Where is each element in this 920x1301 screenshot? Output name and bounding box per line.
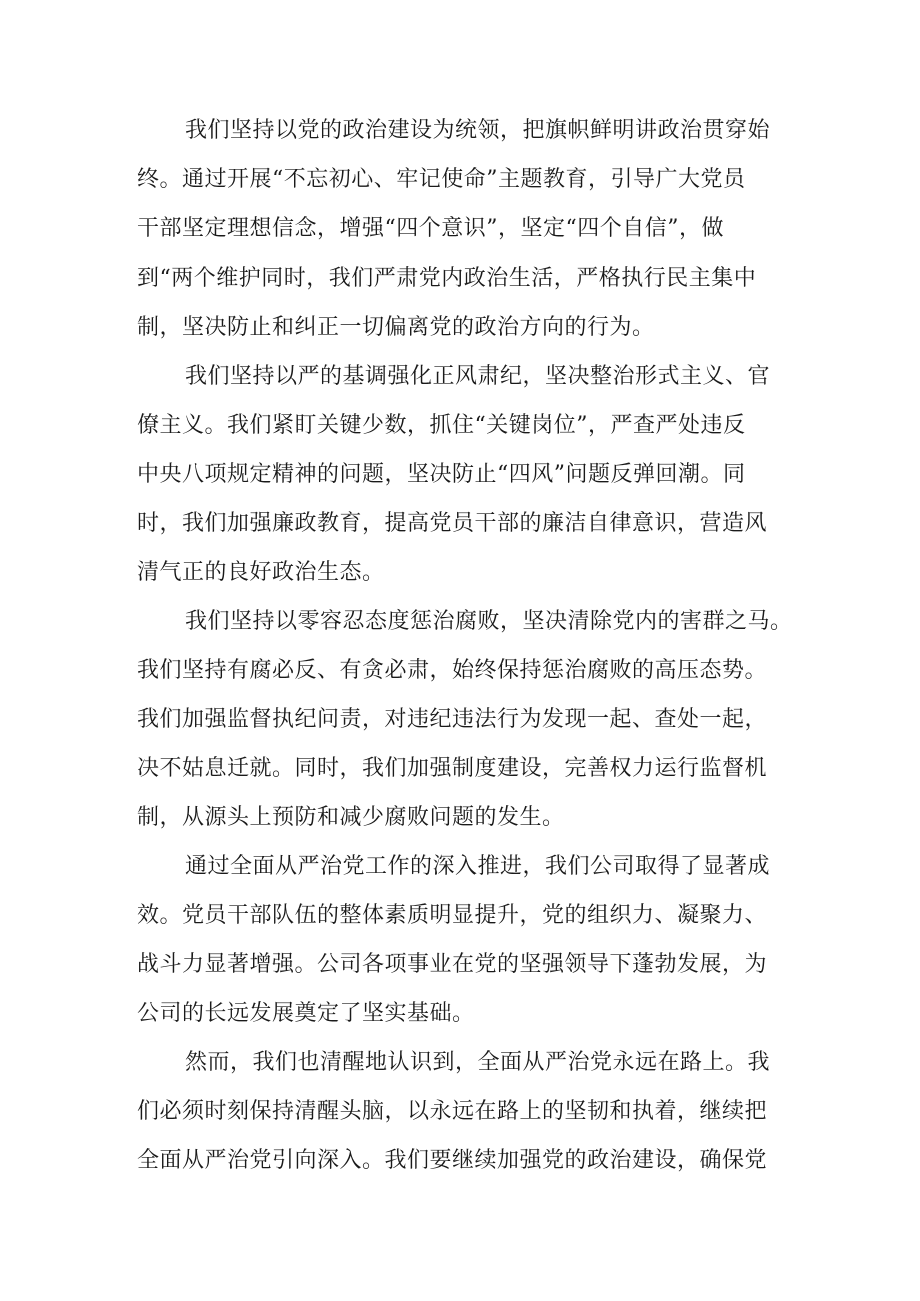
text-line: 我们坚持以严的基调强化正风肃纪，坚决整治形式主义、官	[185, 364, 771, 389]
text-line: 僚主义。我们紧盯关键少数，抓住“关键岗位”，严查严处违反	[137, 413, 746, 438]
text-line: 我们加强监督执纪问责，对违纪违法行为发现一起、查处一起，	[137, 707, 768, 732]
text-line: 干部坚定理想信念，增强“四个意识”，坚定“四个自信”，做	[137, 216, 724, 241]
text-line: 通过全面从严治党工作的深入推进，我们公司取得了显著成	[185, 854, 771, 879]
text-line: 清气正的良好政治生态。	[137, 560, 385, 585]
text-line: 们必须时刻保持清醒头脑，以永远在路上的坚韧和执着，继续把	[137, 1099, 768, 1124]
text-line: 决不姑息迁就。同时，我们加强制度建设，完善权力运行监督机	[137, 756, 768, 781]
text-line: 制，坚决防止和纠正一切偏离党的政治方向的行为。	[137, 315, 655, 340]
text-line: 战斗力显著增强。公司各项事业在党的坚强领导下蓬勃发展，为	[137, 952, 768, 977]
text-line: 我们坚持有腐必反、有贪必肃，始终保持惩治腐败的高压态势。	[137, 658, 768, 683]
text-line: 中央八项规定精神的问题，坚决防止“四风”问题反弹回潮。同	[137, 462, 746, 487]
text-line: 全面从严治党引向深入。我们要继续加强党的政治建设，确保党	[137, 1148, 768, 1173]
text-line: 我们坚持以零容忍态度惩治腐败，坚决清除党内的害群之马。	[185, 609, 793, 634]
text-line: 时，我们加强廉政教育，提高党员干部的廉洁自律意识，营造风	[137, 511, 768, 536]
text-line: 公司的长远发展奠定了坚实基础。	[137, 1001, 475, 1026]
text-line: 制，从源头上预防和减少腐败问题的发生。	[137, 805, 565, 830]
text-line: 效。党员干部队伍的整体素质明显提升，党的组织力、凝聚力、	[137, 903, 768, 928]
text-line: 终。通过开展“不忘初心、牢记使命”主题教育，引导广大党员	[137, 167, 746, 192]
text-line: 我们坚持以党的政治建设为统领，把旗帜鲜明讲政治贯穿始	[185, 118, 771, 143]
text-line: 然而，我们也清醒地认识到，全面从严治党永远在路上。我	[185, 1050, 771, 1075]
text-line: 到“两个维护同时，我们严肃党内政治生活，严格执行民主集中	[137, 266, 757, 291]
